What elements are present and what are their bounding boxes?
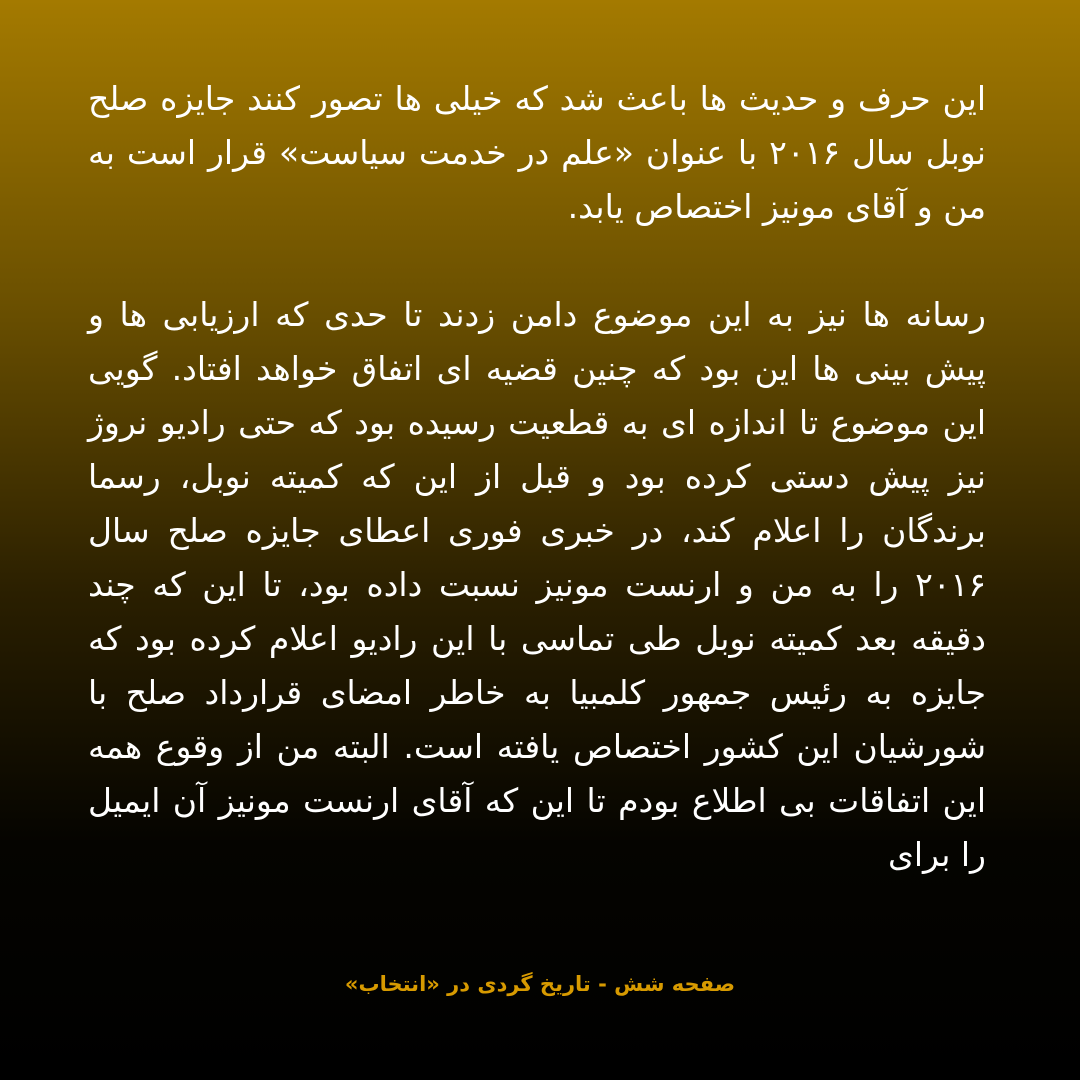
paragraph-2: رسانه ها نیز به این موضوع دامن زدند تا حدی که ارزیابی ها و پیش بینی ها این بود که چنین قضیه ای اتفاق خواهد افتاد. گویی این موضوع تا اندازه ای به قطعیت رسیده بود که حتی رادیو نروژ نیز پیش دستی کرده بود و قبل از این که کمیته نوبل، رسما برندگان را اعلام کند، در خبری فوری اعطای جایزه صلح سال ۲۰۱۶ را به من و ارنست مونیز نسبت داده بود، تا این که چند دقیقه بعد کمیته نوبل طی تماسی با این رادیو اعلام کرده بود که جایزه به رئیس جمهور کلمبیا به خاطر امضای قرارداد صلح با شورشیان این کشور اختصاص یافته است. البته من از وقوع همه این اتفاقات بی اطلاع بودم تا این که آقای ارنست مونیز آن ایمیل را برای — [88, 295, 986, 874]
paragraph-1: این حرف و حدیث ها باعث شد که خیلی ها تصور کنند جایزه صلح نوبل سال ۲۰۱۶ با عنوان «علم در خدمت سیاست» قرار است به من و آقای مونیز اختصاص یابد. — [88, 79, 986, 226]
page-footer-caption: صفحه شش - تاریخ گردی در «انتخاب» — [344, 972, 736, 996]
article-body — [88, 72, 986, 882]
